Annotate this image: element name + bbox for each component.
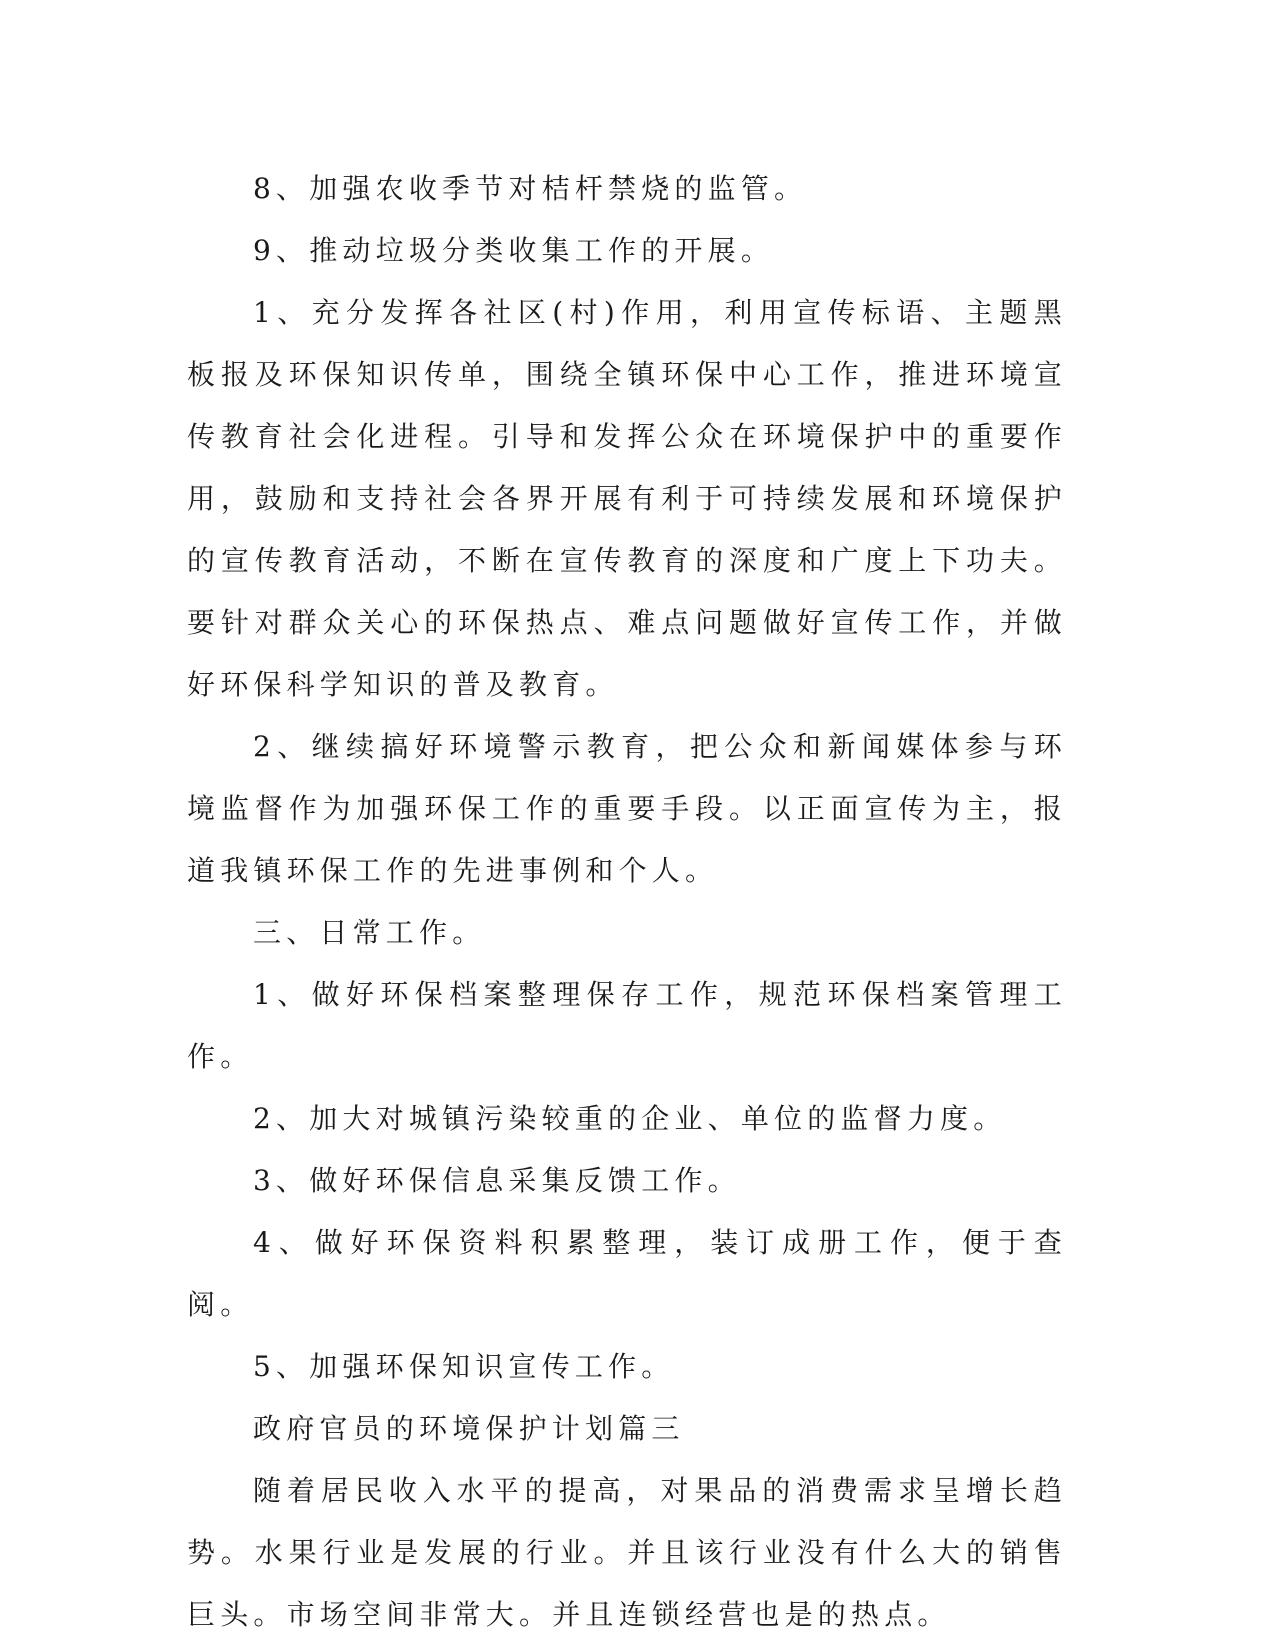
paragraph-daily-3: 3、做好环保信息采集反馈工作。	[253, 1164, 741, 1197]
paragraph-item-8: 8、加强农收季节对桔杆禁烧的监管。	[253, 172, 808, 205]
article-title: 政府官员的环境保护计划篇三	[253, 1412, 685, 1445]
paragraph-daily-2: 2、加大对城镇污染较重的企业、单位的监督力度。	[253, 1102, 1007, 1135]
paragraph-item-9: 9、推动垃圾分类收集工作的开展。	[253, 234, 775, 267]
section-heading-daily-work: 三、日常工作。	[253, 916, 486, 949]
paragraph-publicity-2: 2、继续搞好环境警示教育，把公众和新闻媒体参与环境监督作为加强环保工作的重要手段。以正面宣传为主，报道我镇环保工作的先进事例和个人。	[187, 730, 1067, 887]
paragraph-intro: 随着居民收入水平的提高，对果品的消费需求呈增长趋势。水果行业是发展的行业。并且该行业没有什么大的销售巨头。市场空间非常大。并且连锁经营也是的热点。	[187, 1474, 1067, 1631]
paragraph-daily-5: 5、加强环保知识宣传工作。	[253, 1350, 675, 1383]
paragraph-daily-4: 4、做好环保资料积累整理，装订成册工作，便于查阅。	[187, 1226, 1067, 1321]
paragraph-publicity-1: 1、充分发挥各社区(村)作用，利用宣传标语、主题黑板报及环保知识传单，围绕全镇环保中心工作，推进环境宣传教育社会化进程。引导和发挥公众在环境保护中的重要作用，鼓励和支持社会各界开展有利于可持续发展和环境保护的宣传教育活动，不断在宣传教育的深度和广度上下功夫。要针对群众关心的环保热点、难点问题做好宣传工作，并做好环保科学知识的普及教育。	[187, 296, 1067, 701]
paragraph-daily-1: 1、做好环保档案整理保存工作，规范环保档案管理工作。	[187, 978, 1067, 1073]
document-body	[187, 158, 1067, 1646]
